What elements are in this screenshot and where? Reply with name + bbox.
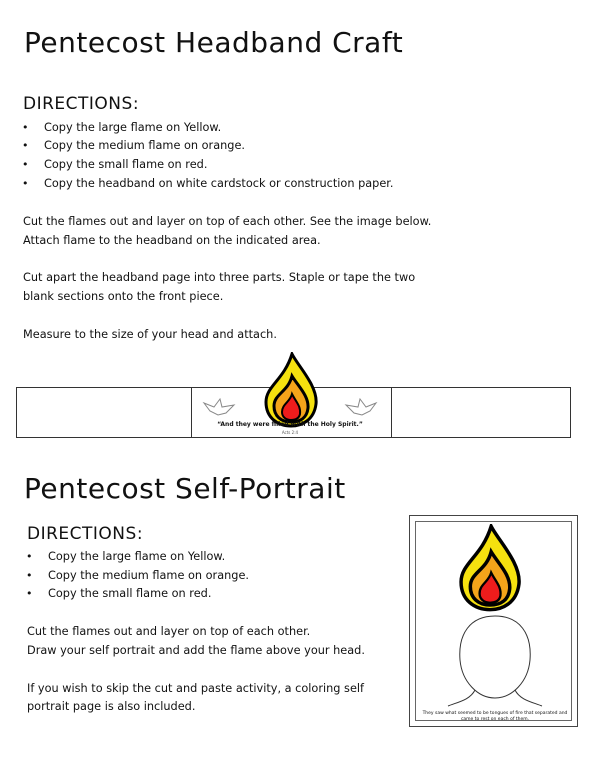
s2-p2-l1: If you wish to skip the cut and paste activity, a coloring self [27,682,365,695]
s2-p1-l1: Cut the flames out and layer on top of each other. [27,625,311,638]
headband-reference: Acts 2:4 [281,430,299,435]
bullet-dot: • [22,158,29,171]
portrait-caption: They saw what seemed to be tongues of fire that separated and came to rest on each of them. [422,711,568,722]
bullet-dot: • [22,139,29,152]
bullet-dot: • [22,121,29,134]
s2-p2-l2: portrait page is also included. [27,700,196,713]
bullet-dot: • [26,587,33,600]
bullet-dot: • [26,569,33,582]
headband-verse: “And they were filled with the Holy Spirit.” [217,421,363,428]
bullet-item: Copy the headband on white cardstock or construction paper. [44,177,394,190]
s1-p2-l2: blank sections onto the front piece. [23,290,224,303]
bullet-item: Copy the medium flame on orange. [44,139,245,152]
face-outline [440,612,550,708]
flame-icon [262,352,320,428]
cut-line [391,388,392,437]
section1-directions-label: DIRECTIONS: [23,94,140,114]
bullet-item: Copy the small flame on red. [44,158,208,171]
bullet-item: Copy the large flame on Yellow. [48,550,226,563]
cut-line [191,388,192,437]
dove-icon [340,395,380,419]
s1-p3-l1: Measure to the size of your head and attach. [23,328,277,341]
bullet-item: Copy the small flame on red. [48,587,212,600]
s2-p1-l2: Draw your self portrait and add the flame above your head. [27,644,365,657]
bullet-dot: • [22,177,29,190]
section2-directions-label: DIRECTIONS: [27,524,144,544]
section1-title: Pentecost Headband Craft [24,26,404,59]
section2-title: Pentecost Self-Portrait [24,472,346,505]
s1-p1-l1: Cut the flames out and layer on top of each other. See the image below. [23,215,432,228]
portrait-page-preview [409,515,578,727]
bullet-item: Copy the large flame on Yellow. [44,121,222,134]
s1-p1-l2: Attach flame to the headband on the indicated area. [23,234,321,247]
bullet-item: Copy the medium flame on orange. [48,569,249,582]
bullet-dot: • [26,550,33,563]
dove-icon [200,395,240,419]
s1-p2-l1: Cut apart the headband page into three parts. Staple or tape the two [23,271,416,284]
flame-icon [455,524,525,612]
